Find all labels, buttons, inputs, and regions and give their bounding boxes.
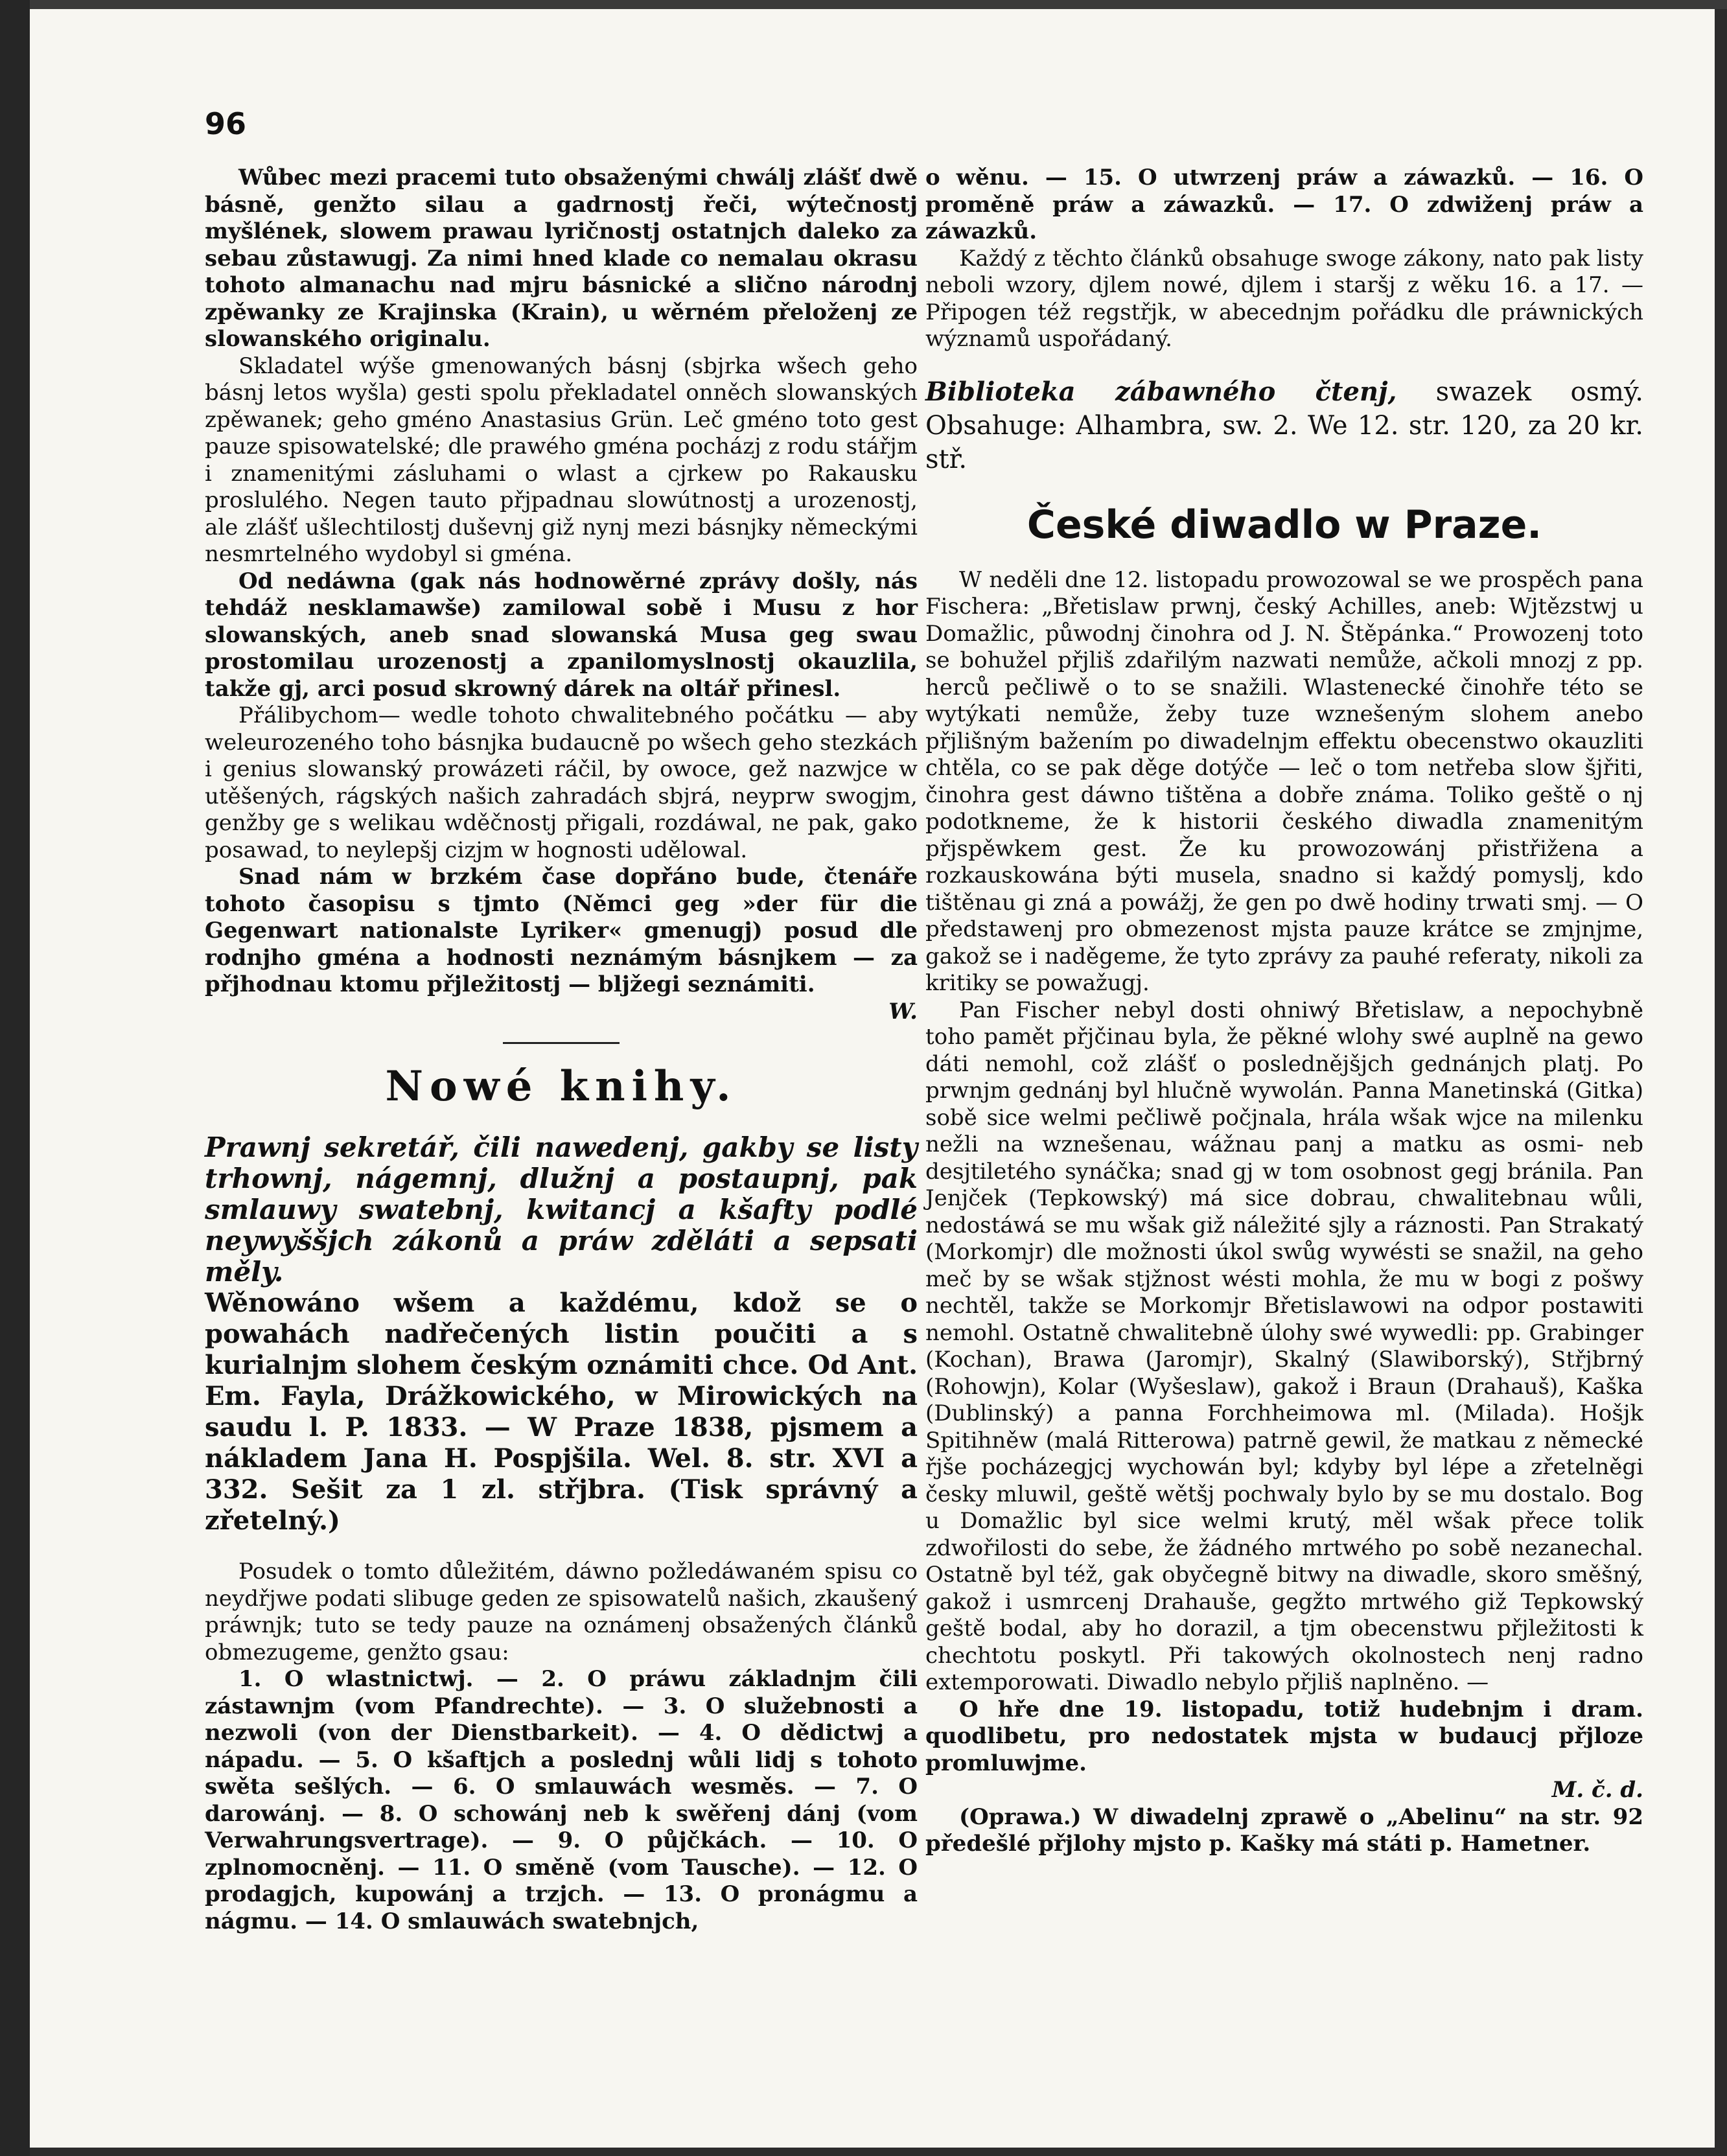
correction-note: (Oprawa.) W diwadelnj zprawě o „Abelinu“ na str. 92 předešlé přjlohy mjsto p. Kašky má státi p. Hametner. (925, 1803, 1643, 1857)
paragraph: Skladatel wýše gmenowaných básnj (sbjrka wšech geho básnj letos wyšla) gesti spolu překladatel onněch slowanských zpěwanek; geho gméno Anastasius Grün. Leč gméno toto gest pauze spisowatelské; dle prawého gména pocházj z rodu stářjm i znamenitými zásluhami o wlast a cjrkew po Rakausku proslulého. Negen tauto přjpadnau slowútnostj a urozenostj, ale zlášť ušlechtilostj duševnj giž nynj mezi básnjky německými nesmrtelného wydobyl si gména. (205, 353, 918, 567)
paragraph: Přálibychom— wedle tohoto chwalitebného počátku — aby weleurozeného toho básnjka budaucně po wšech geho stezkách i genius slowanský prowázeti ráčil, by owoce, gež nazwjce w utěšených, rágských našich zahradách sbjrá, neyprw swogjm, genžby ge s welikau wděčnostj přigali, rozdáwal, ne pak, gako posawad, to neylepšj cizjm w hognosti udělowal. (205, 702, 918, 863)
signature: W. (888, 998, 918, 1025)
library-notice (925, 375, 1643, 476)
spacer (205, 1536, 918, 1559)
paragraph: Každý z těchto článků obsahuge swoge zákony, nato pak listy neboli wzory, djlem nowé, djlem i staršj z wěku 16. a 17. — Připogen též regstřjk, w abecednjm pořádku dle práwnických wýznamů uspořádaný. (925, 245, 1643, 352)
scan-left-edge (0, 0, 30, 2156)
paragraph: O hře dne 19. listopadu, totiž hudebnjm i dram. quodlibetu, pro nedostatek mjsta w budaucj přjloze promluwjme. (925, 1696, 1643, 1776)
page-number: 96 (205, 106, 247, 141)
paragraph: Wůbec mezi pracemi tuto obsaženými chwálj zlášť dwě básně, genžto silau a gadrnostj řeči, wýtečnostj myšlének, slowem prawau lyričnostj ostatnjch daleko za sebau zůstawugj. Za nimi hned klade co nemalau okrasu tohoto almanachu nad mjru básnické a slično národnj zpěwanky ze Krajinska (Krain), u wěrném přeloženj ze slowanského originalu. (205, 165, 918, 352)
paragraph: o wěnu. — 15. O utwrzenj práw a záwazků. — 16. O proměně práw a záwazků. — 17. O zdwiženj práw a záwazků. (925, 165, 1643, 244)
section-heading-books: Nowé knihy. (385, 1062, 737, 1111)
scan-top-edge (0, 0, 1727, 9)
section-heading-theatre: České diwadlo w Praze. (1026, 502, 1542, 548)
paragraph: Snad nám w brzkém čase dopřáno bude, čtenáře tohoto časopisu s tjmto (Němci geg »der für die Gegenwart nationalste Lyriker« gmenugj) posud dle rodnjho gména a hodnosti neznámým básnjkem — za přjhodnau ktomu přjležitostj — bljžegi seznámiti. (205, 864, 918, 997)
paragraph: 1. O wlastnictwj. — 2. O práwu základnjm čili zástawnjm (vom Pfandrechte). — 3. O služebnosti a nezwoli (von der Dienstbarkeit). — 4. O dědictwj a nápadu. — 5. O kšaftjch a poslednj wůli lidj s tohoto swěta sešlých. — 6. O smlauwách wesměs. — 7. O darowánj. — 8. O schowánj neb k swěřenj dánj (vom Verwahrungsvertrage). — 9. O půjčkách. — 10. O zplnomocněnj. — 11. O směně (vom Tausche). — 12. O prodagjch, kupowánj a trzjch. — 13. O pronágmu a nágmu. — 14. O smlauwách swatebnjch, (205, 1666, 918, 1934)
paragraph: W neděli dne 12. listopadu prowozowal se we prospěch pana Fischera: „Břetislaw prwnj, český Achilles, aneb: Wjtězstwj u Domažlic, půwodnj činohra od J. N. Štěpánka.“ Prowozenj toto se bohužel přjliš zdařilým nazwati nemůže, ačkoli mnozj z pp. herců pečliwě o to se snažili. Wlastenecké činohře této se wytýkati nemůže, žeby tuze wznešeným slohem anebo přjlišným bažením po diwadelnjm effektu obecenstwo okauzliti chtěla, co se pak děge dotýče — leč o tom netřeba slow šjřiti, činohra gest dáwno tištěna a dobře známa. Toliko geště o nj podotkneme, že k historii českého diwadla znamenitým přjspěwkem gest. Že ku prowozowánj přistřižena a rozkauskowána býti musela, snadno si každý pomyslj, kdo tištěnau gi zná a powážj, že gen po dwě hodiny trwati smj. — O předstawenj pro obmezenost mjsta pauze krátce se zmjnjme, gakož se i naděgeme, že tyto zprávy za pauhé referaty, nikoli za kritiky se powažugj. (925, 566, 1643, 996)
book-title: Prawnj sekretář, čili nawedenj, gakby se listy trhownj, nágemnj, dlužnj a postaupnj, pak smlauwy swatebnj, kwitancj a kšafty podlé neywyššjch zákonů a práw zděláti a sepsati měly. (205, 1131, 918, 1288)
book-description: Wěnowáno wšem a každému, kdož se o powahách nadřečených listin poučiti a s kurialnjm slohem českým oznámiti chce. Od Ant. Em. Fayla, Drážkowického, w Mirowických na saudu l. P. 1833. — W Praze 1838, pjsmem a nákladem Jana H. Pospjšila. Wel. 8. str. XVI a 332. Sešit za 1 zl. střjbra. (Tisk správný a zřetelný.) (205, 1288, 918, 1536)
paragraph: Od nedáwna (gak nás hodnowěrné zprávy došly, nás tehdáž nesklamawše) zamilowal sobě i Musu z hor slowanských, aneb snad slowanská Musa geg swau prostomilau urozenostj a zpanilomyslnostj okauzlila, takže gj, arci posud skrowný dárek na oltář přinesl. (205, 568, 918, 702)
library-details: swazek osmý. Obsahuge: Alhambra, sw. 2. We 12. str. 120, za 20 kr. stř. (925, 377, 1643, 474)
library-title: Biblioteka zábawného čtenj, (925, 376, 1397, 407)
section-divider (503, 1042, 620, 1044)
paragraph: Pan Fischer nebyl dosti ohniwý Břetislaw, a nepochybně toho pamět přjčinau byla, že pěkné wlohy swé auplně na gewo dáti nemohl, což zlášť o poslednějšjch gednánjch platj. Po prwnjm gednánj byl hlučně wywolán. Panna Manetinská (Gitka) sobě sice welmi pečliwě počjnala, hrála wšak wjce na milenku nežli na wznešenau, wážnau panj a matku as osmi- neb desjtiletého synáčka; snad gj w tom osobnost gegj bránila. Pan Jenjček (Tepkowský) má sice dobrau, chwalitebnau wůli, nedostáwá se mu wšak giž náležité sjly a ráznosti. Pan Strakatý (Morkomjr) dle možnosti úkol swůg wywésti se snažil, na geho meč by se wšak stjžnost wésti mohla, že mu w bogi z pošwy nechtěl, takže se Morkomjr Břetislawowi na odpor postawiti nemohl. Ostatně chwalitebně úlohy swé wywedli: pp. Grabinger (Kochan), Brawa (Jaromjr), Skalný (Slawiborský), Střjbrný (Rohowjn), Kolar (Wyšeslaw), gakož i Braun (Drahauš), Kaška (Dublinský) a panna Forchheimowa ml. (Milada). Hošjk Spitihněw (malá Ritterowa) patrně gewil, že matkau z německé řjše pocházegjcj wychowán byl; kdyby byl lépe a zřetelněgi česky mluwil, geště wětšj pochwaly bylo by se mu dostalo. Bog u Domažlic byl sice welmi krutý, měl wšak přece tolik zdwořilosti do sebe, že žádného mrtwého po sobě nezanechal. Ostatně byl též, gak obyčegně bitwy na diwadle, skoro směšný, gakož i usmrcenj Drahauše, gegžto mrtwého giž Tepkowský geště bodal, aby ho dorazil, a tjm obecenstwu přjležitosti k chechtotu poskytl. Při takowých okolnostech nenj radno extemporowati. Diwadlo nebylo přjliš naplněno. — (925, 997, 1643, 1695)
paragraph: Posudek o tomto důležitém, dáwno požledáwaném spisu co neydřjwe podati slibuge geden ze spisowatelů našich, zkaušený práwnjk; tuto se tedy pauze na oznámenj obsažených článků obmezugeme, genžto gsau: (205, 1559, 918, 1665)
newspaper-page (30, 9, 1715, 2148)
signature: M. č. d. (1551, 1777, 1643, 1803)
right-column (925, 165, 1643, 1858)
spacer (925, 353, 1643, 375)
left-column (205, 165, 918, 1935)
